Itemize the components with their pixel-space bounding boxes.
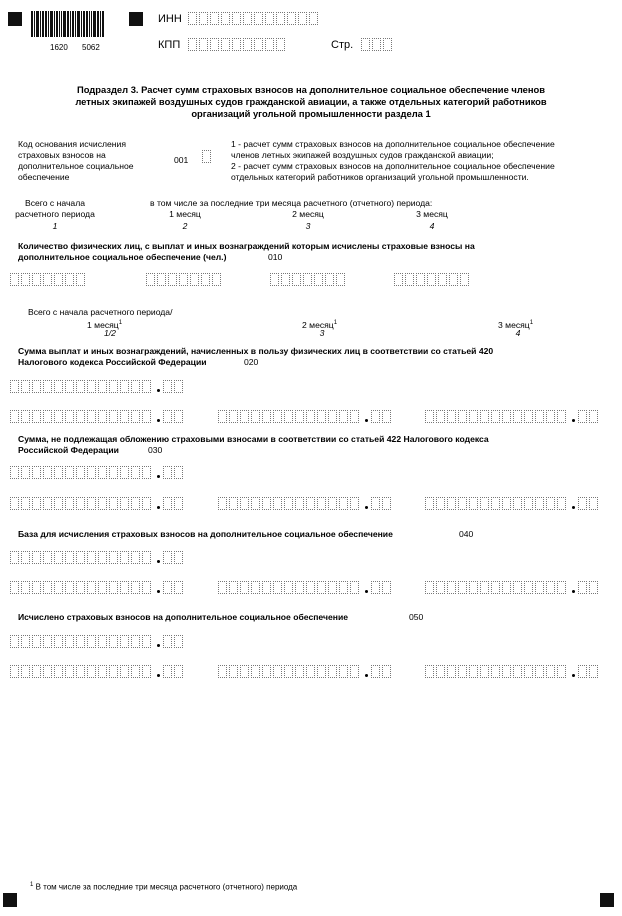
col-number-3: 3 xyxy=(305,221,311,231)
barcode-number-left: 1620 xyxy=(50,43,68,52)
col-month-3-label: 3 месяц xyxy=(416,209,448,219)
decimal-point xyxy=(365,419,368,422)
calculated-total-field[interactable] xyxy=(10,635,153,648)
col2-month-3-text: 3 месяц xyxy=(498,319,530,330)
decimal-point xyxy=(365,506,368,509)
col2-number-4: 4 xyxy=(515,328,521,338)
exempt-label-line-2: Российской Федерации xyxy=(18,445,119,455)
col-month-1-label: 1 месяц xyxy=(169,209,201,219)
calculated-month-3-field[interactable] xyxy=(425,665,568,678)
barcode xyxy=(31,11,113,37)
exempt-total-kopecks-field[interactable] xyxy=(163,466,185,479)
exempt-month-2-field[interactable] xyxy=(218,497,361,510)
inn-label: ИНН xyxy=(158,13,182,25)
kpp-label: КПП xyxy=(158,39,181,51)
col-month-2-label: 2 месяц xyxy=(292,209,324,219)
base-month-2-field[interactable] xyxy=(218,581,361,594)
basis-label-line-4: обеспечение xyxy=(18,172,70,182)
persons-month-1-field[interactable] xyxy=(146,273,223,286)
col-number-1: 1 xyxy=(52,221,58,231)
exempt-month-2-kopecks-field[interactable] xyxy=(371,497,393,510)
col2-month-3-footnote-ref: 1 xyxy=(529,320,534,326)
col2-month-2-footnote-ref: 1 xyxy=(333,320,338,326)
decimal-point xyxy=(572,419,575,422)
payments-total-field[interactable] xyxy=(10,380,153,393)
decimal-point xyxy=(365,674,368,677)
calculated-month-2-kopecks-field[interactable] xyxy=(371,665,393,678)
footnote xyxy=(30,880,297,893)
persons-label-line-1: Количество физических лиц, с выплат и иных вознаграждений которым исчислены страховые взносы на xyxy=(18,241,475,251)
subsection-title-line-3: организаций угольной промышленности раздела 1 xyxy=(191,108,431,119)
kpp-field[interactable] xyxy=(188,38,287,51)
decimal-point xyxy=(572,590,575,593)
footnote-text: В том числе за последние три месяца расчетного (отчетного) периода xyxy=(35,882,298,892)
exempt-month-3-field[interactable] xyxy=(425,497,568,510)
base-total-kopecks-field[interactable] xyxy=(163,551,185,564)
exempt-month-1-field[interactable] xyxy=(10,497,153,510)
exempt-total-field[interactable] xyxy=(10,466,153,479)
payments-total-kopecks-field[interactable] xyxy=(163,380,185,393)
payments-month-2-field[interactable] xyxy=(218,410,361,423)
decimal-point xyxy=(572,506,575,509)
base-code: 040 xyxy=(459,529,474,539)
payments-month-3-field[interactable] xyxy=(425,410,568,423)
decimal-point xyxy=(365,590,368,593)
corner-marker-top-left xyxy=(8,12,22,26)
exempt-month-3-kopecks-field[interactable] xyxy=(578,497,600,510)
basis-option-2-line-2: отдельных категорий работников организаций угольной промышленности. xyxy=(231,172,529,182)
payments-month-2-kopecks-field[interactable] xyxy=(371,410,393,423)
calculated-code: 050 xyxy=(409,612,424,622)
footnote-marker: 1 xyxy=(30,882,34,888)
subsection-title-line-1: Подраздел 3. Расчет сумм страховых взносов на дополнительное социальное обеспечение членов xyxy=(76,84,546,95)
exempt-label-line-1: Сумма, не подлежащая обложению страховыми взносами в соответствии со статьей 422 Налогового кодекса xyxy=(18,434,489,444)
basis-option-2-line-1: 2 - расчет сумм страховых взносов на дополнительное социальное обеспечение xyxy=(231,161,555,171)
persons-label-line-2: дополнительное социальное обеспечение (чел.) xyxy=(18,252,227,262)
calculated-month-3-kopecks-field[interactable] xyxy=(578,665,600,678)
basis-label-line-3: дополнительное социальное xyxy=(18,161,134,171)
basis-label-line-1: Код основания исчисления xyxy=(18,139,127,149)
payments-month-1-field[interactable] xyxy=(10,410,153,423)
col-number-2: 2 xyxy=(182,221,188,231)
basis-label-line-2: страховых взносов на xyxy=(18,150,106,160)
corner-marker-bottom-left xyxy=(3,893,17,907)
calculated-label: Исчислено страховых взносов на дополнительное социальное обеспечение xyxy=(18,612,349,622)
calculated-month-2-field[interactable] xyxy=(218,665,361,678)
decimal-point xyxy=(157,674,160,677)
page-label: Стр. xyxy=(331,39,354,51)
base-month-3-field[interactable] xyxy=(425,581,568,594)
base-month-3-kopecks-field[interactable] xyxy=(578,581,600,594)
persons-month-3-field[interactable] xyxy=(394,273,471,286)
calculated-month-1-field[interactable] xyxy=(10,665,153,678)
corner-marker-bottom-right xyxy=(600,893,614,907)
payments-label-line-2: Налогового кодекса Российской Федерации xyxy=(18,357,207,367)
basis-code: 001 xyxy=(174,155,189,165)
col-total-label-line-2: расчетного периода xyxy=(15,209,95,219)
base-month-1-field[interactable] xyxy=(10,581,153,594)
col-last-three-months-label: в том числе за последние три месяца расчетного (отчетного) периода: xyxy=(150,198,433,208)
decimal-point xyxy=(157,560,160,563)
basis-option-1-line-2: членов летных экипажей воздушных судов гражданской авиации; xyxy=(231,150,494,160)
col-total-label-line-1: Всего с начала xyxy=(25,198,85,208)
exempt-month-1-kopecks-field[interactable] xyxy=(163,497,185,510)
payments-month-1-kopecks-field[interactable] xyxy=(163,410,185,423)
basis-option-1-line-1: 1 - расчет сумм страховых взносов на дополнительное социальное обеспечение xyxy=(231,139,555,149)
col2-month-1-footnote-ref: 1 xyxy=(118,320,123,326)
decimal-point xyxy=(157,506,160,509)
calculated-total-kopecks-field[interactable] xyxy=(163,635,185,648)
corner-marker-top-center xyxy=(129,12,143,26)
col2-month-2-text: 2 месяц xyxy=(302,319,334,330)
exempt-code: 030 xyxy=(148,445,163,455)
base-total-field[interactable] xyxy=(10,551,153,564)
inn-field[interactable] xyxy=(188,12,320,25)
barcode-number-right: 5062 xyxy=(82,43,100,52)
decimal-point xyxy=(157,419,160,422)
persons-code: 010 xyxy=(268,252,283,262)
base-month-2-kopecks-field[interactable] xyxy=(371,581,393,594)
subsection-title-line-2: летных экипажей воздушных судов гражданской авиации, а также отдельных категорий работников xyxy=(75,96,547,107)
persons-total-field[interactable] xyxy=(10,273,87,286)
payments-code: 020 xyxy=(244,357,259,367)
col2-total-label: Всего с начала расчетного периода/ xyxy=(28,307,173,317)
decimal-point xyxy=(157,644,160,647)
page-number-field[interactable] xyxy=(361,38,394,51)
decimal-point xyxy=(157,590,160,593)
payments-month-3-kopecks-field[interactable] xyxy=(578,410,600,423)
basis-code-field[interactable] xyxy=(202,150,213,163)
persons-month-2-field[interactable] xyxy=(270,273,347,286)
payments-label-line-1: Сумма выплат и иных вознаграждений, начисленных в пользу физических лиц в соответствии со статьей 420 xyxy=(18,346,494,356)
base-label: База для исчисления страховых взносов на дополнительное социальное обеспечение xyxy=(18,529,393,539)
decimal-point xyxy=(572,674,575,677)
calculated-month-1-kopecks-field[interactable] xyxy=(163,665,185,678)
decimal-point xyxy=(157,389,160,392)
col2-number-3: 3 xyxy=(319,328,325,338)
base-month-1-kopecks-field[interactable] xyxy=(163,581,185,594)
col2-number-1-2: 1/2 xyxy=(104,328,116,338)
col-number-4: 4 xyxy=(429,221,435,231)
decimal-point xyxy=(157,475,160,478)
col2-month-1-text: 1 месяц xyxy=(87,319,119,330)
